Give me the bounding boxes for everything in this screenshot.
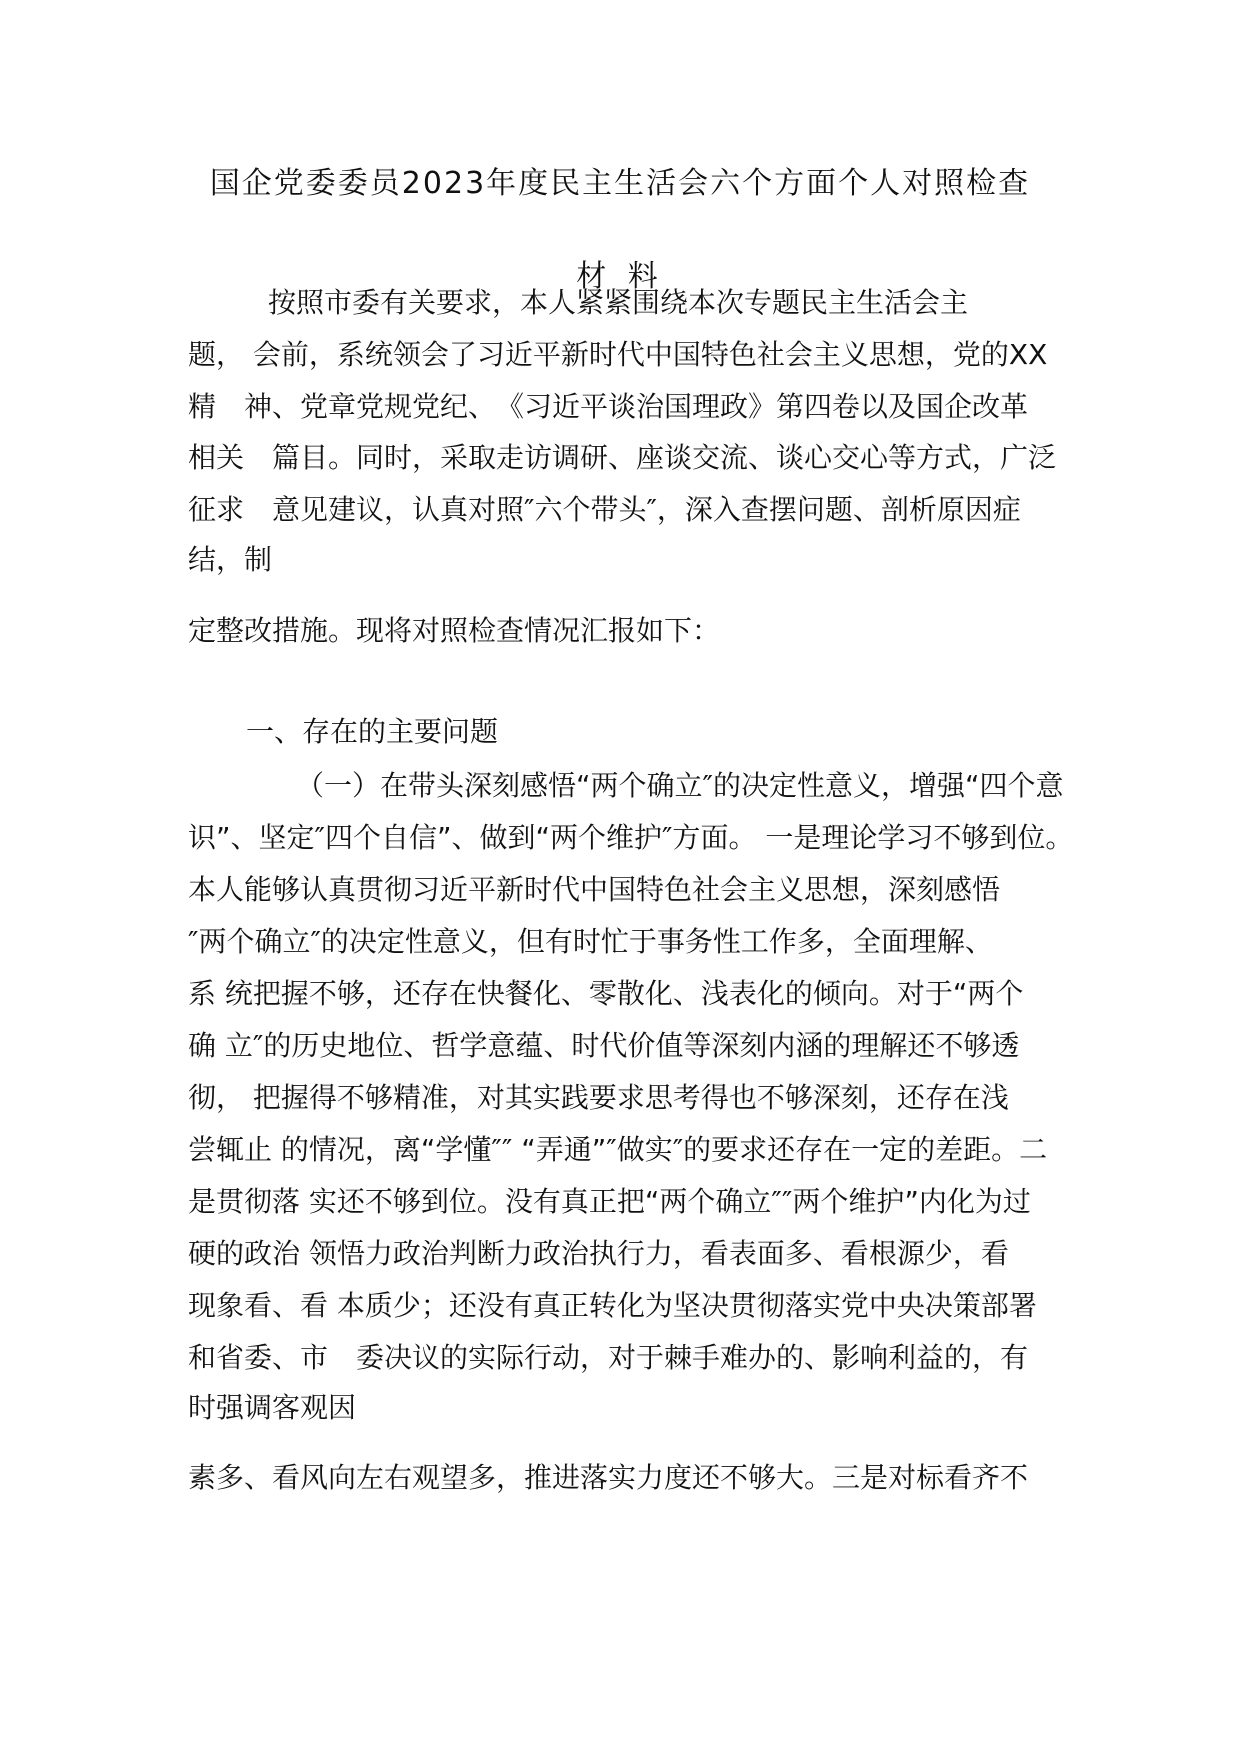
paragraph-line: 尝辄止 的情况，离“学懂″″ “弄通”″做实″的要求还存在一定的差距。二 <box>188 1133 1048 1166</box>
paragraph-line: 识”、坚定″四个自信”、做到“两个维护″方面。 一是理论学习不够到位。 <box>188 821 1074 854</box>
document-title: 国企党委委员2023年度民主生活会六个方面个人对照检查 <box>209 166 1031 201</box>
paragraph-line: 征求 意见建议，认真对照″六个带头″，深入查摆问题、剖析原因症 <box>188 493 1021 526</box>
paragraph-line: 本人能够认真贯彻习近平新时代中国特色社会主义思想，深刻感悟 <box>188 873 1001 906</box>
paragraph-line: 彻， 把握得不够精准，对其实践要求思考得也不够深刻，还存在浅 <box>188 1081 1009 1114</box>
paragraph-line: 结，制 <box>188 543 273 576</box>
paragraph-line: 确 立″的历史地位、哲学意蕴、时代价值等深刻内涵的理解还不够透 <box>188 1029 1020 1062</box>
paragraph-line: 系 统把握不够，还存在快餐化、零散化、浅表化的倾向。对于“两个 <box>188 977 1024 1010</box>
paragraph-line: 定整改措施。现将对照检查情况汇报如下： <box>188 614 721 647</box>
paragraph-line: 时强调客观因 <box>188 1391 357 1424</box>
paragraph-line: 现象看、看 本质少；还没有真正转化为坚决贯彻落实党中央决策部署 <box>188 1289 1037 1322</box>
section-heading: 一、存在的主要问题 <box>246 715 499 748</box>
document-title-continued: 材 料 <box>576 259 664 294</box>
paragraph-line: 硬的政治 领悟力政治判断力政治执行力，看表面多、看根源少，看 <box>188 1237 1009 1270</box>
paragraph-line: 和省委、市 委决议的实际行动，对于棘手难办的、影响利益的，有 <box>188 1341 1029 1374</box>
paragraph-line: 相关 篇目。同时，采取走访调研、座谈交流、谈心交心等方式，广泛 <box>188 441 1057 474</box>
paragraph-line: ″两个确立″的决定性意义，但有时忙于事务性工作多，全面理解、 <box>188 925 993 958</box>
paragraph-line: 按照市委有关要求，本人紧紧围绕本次专题民主生活会主 <box>268 286 969 319</box>
paragraph-line: 题， 会前，系统领会了习近平新时代中国特色社会主义思想，党的XX <box>188 338 1048 371</box>
paragraph-line: 精 神、党章党规党纪、 《习近平谈治国理政》第四卷以及国企改革 <box>188 390 1029 423</box>
paragraph-line: （一）在带头深刻感悟“两个确立″的决定性意义，增强“四个意 <box>296 769 1064 802</box>
paragraph-line: 是贯彻落 实还不够到位。没有真正把“两个确立″″两个维护”内化为过 <box>188 1185 1031 1218</box>
paragraph-line: 素多、看风向左右观望多，推进落实力度还不够大。三是对标看齐不 <box>188 1461 1029 1494</box>
